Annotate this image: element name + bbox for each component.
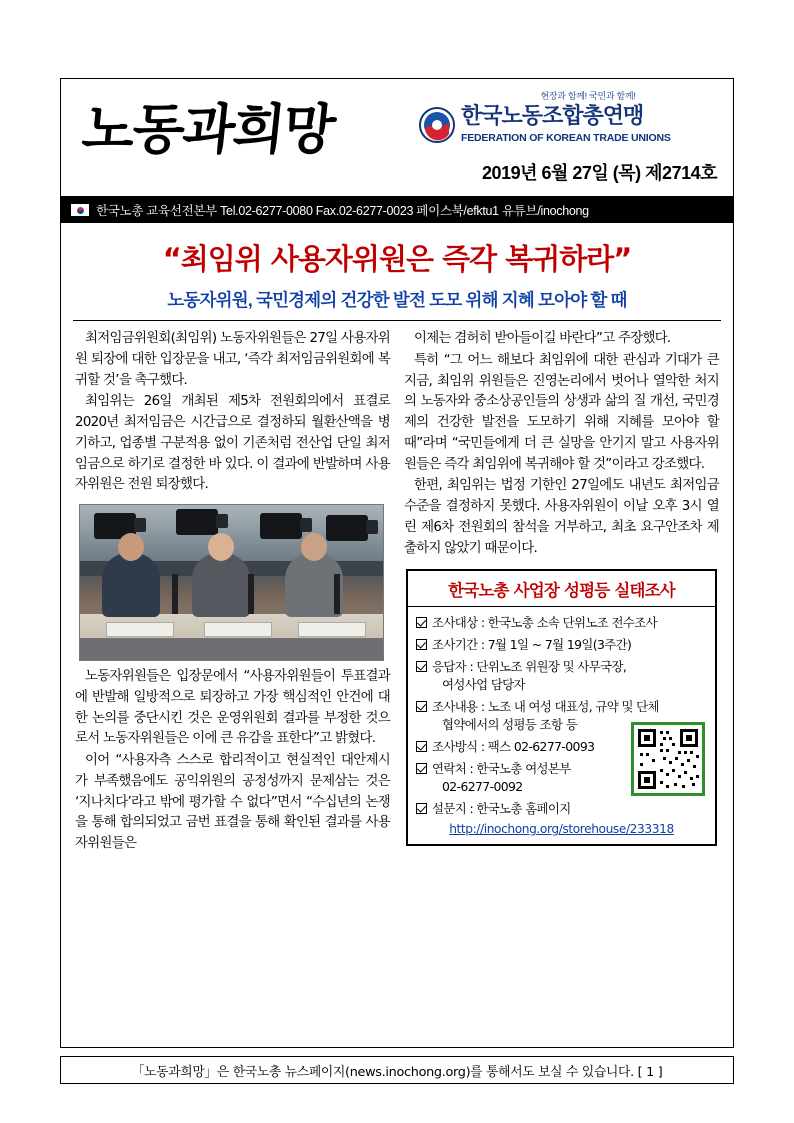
qr-code-icon: [631, 722, 705, 796]
survey-item-value: 단위노조 위원장 및 사무국장,: [476, 659, 627, 675]
fktu-name-kr: 한국노동조합총연맹: [461, 103, 644, 128]
survey-item-value: 한국노총 홈페이지: [476, 801, 571, 817]
list-item: 조사기간 : 7월 1일 ~ 7월 19일(3주간): [416, 636, 707, 654]
survey-item-list: [408, 607, 715, 818]
survey-item-value-line2: 02-6277-0092: [442, 779, 523, 795]
subheadline: 노동자위원, 국민경제의 건강한 발전 도모 위해 지혜 모아야 할 때: [73, 287, 721, 321]
checkbox-icon: [416, 661, 427, 672]
fktu-slogan: 현장과 함께! 국민과 함께!: [540, 91, 636, 101]
survey-item-value: 7월 1일 ~ 7월 19일(3주간): [487, 637, 632, 653]
paragraph: 최저임금위원회(최임위) 노동자위원들은 27일 사용자위원 퇴장에 대한 입장문을 내고, ‘즉각 최저임금위원회에 복귀할 것’을 촉구했다.: [75, 331, 390, 388]
paragraph: 최임위는 26일 개최된 제5차 전원회의에서 표결로 2020년 최저임금은 시간급으로 결정하되 월환산액을 병기하고, 업종별 구분적용 없이 기존처럼 전산업 단일 최저임금으로 하기로 결정한 바 있다. 이 결과에 반발하며 사용자위원은 전원 퇴장했다.: [75, 394, 390, 493]
headline: “최임위 사용자위원은 즉각 복귀하라”: [162, 242, 632, 276]
newsletter-sheet: [60, 78, 734, 1048]
list-item: 조사대상 : 한국노총 소속 단위노조 전수조사: [416, 614, 707, 632]
checkbox-icon: [416, 741, 427, 752]
survey-item-label: 연락처: [432, 761, 467, 777]
survey-item-value: 노조 내 여성 대표성, 규약 및 단체: [487, 699, 659, 715]
list-item: 조사방식 : 팩스 02-6277-0093: [416, 738, 707, 756]
paragraph: 이제는 겸허히 받아들이길 바란다”고 주장했다.: [414, 331, 671, 346]
contact-bar: [61, 197, 733, 223]
checkbox-icon: [416, 617, 427, 628]
korea-flag-icon: [71, 204, 89, 216]
column-left: [75, 329, 390, 856]
column-right: [404, 329, 719, 856]
survey-item-label: 조사대상: [432, 615, 478, 631]
survey-item-value-line2: 여성사업 담당자: [442, 677, 525, 693]
checkbox-icon: [416, 701, 427, 712]
list-item: 연락처 : 한국노총 여성본부 02-6277-0092: [416, 760, 707, 796]
survey-link[interactable]: http://inochong.org/storehouse/233318: [449, 822, 674, 837]
list-item: 설문지 : 한국노총 홈페이지: [416, 800, 707, 818]
survey-item-label: 응답자: [432, 659, 467, 675]
press-conference-photo: [79, 504, 384, 661]
list-item: 응답자 : 단위노조 위원장 및 사무국장, 여성사업 담당자: [416, 658, 707, 694]
fktu-logo-block: [419, 89, 719, 146]
survey-info-box: [406, 569, 717, 846]
masthead: [61, 79, 733, 197]
survey-title: 한국노총 사업장 성평등 실태조사: [408, 571, 715, 607]
issue-date-number: 2019년 6월 27일 (목) 제2714호: [482, 163, 717, 183]
survey-item-label: 설문지: [432, 801, 467, 817]
list-item: 조사내용 : 노조 내 여성 대표성, 규약 및 단체 협약에서의 성평등 조항 등: [416, 698, 707, 734]
paragraph: 이어 “사용자측 스스로 합리적이고 현실적인 대안제시가 부족했음에도 공익위원의 공정성까지 문제삼는 것은 ‘지나치다’라고 밖에 평가할 수 없다”면서 “수십년의 논쟁을 통해 합의되었고 금번 표결을 통해 확인된 결과를 사용자위원들은: [75, 753, 390, 852]
article-body: [61, 321, 733, 856]
publication-title: 노동과희망: [79, 97, 337, 161]
survey-item-label: 조사내용: [432, 699, 478, 715]
fktu-emblem-icon: [419, 107, 455, 143]
survey-item-value: 한국노총 여성본부: [476, 761, 571, 777]
paragraph: 특히 “그 어느 해보다 최임위에 대한 관심과 기대가 큰 지금, 최임위 위원들은 진영논리에서 벗어나 열악한 처지의 노동자와 중소상공인들의 상생과 삶의 질 개선, 국민경제의 건강한 발전을 도모하기 위해 지혜를 모아야 할 때”라며 “국민들에게 더 큰 실망을 안기지 말고 사용자위원들은 즉각 최임위에 복귀해야 할 것”이라고 강조했다.: [404, 352, 719, 472]
checkbox-icon: [416, 639, 427, 650]
contact-text: 한국노총 교육선전본부 Tel.02-6277-0080 Fax.02-6277-0023 페이스북/efktu1 유튜브/inochong: [96, 204, 589, 218]
checkbox-icon: [416, 803, 427, 814]
footer-text: 「노동과희망」은 한국노총 뉴스페이지(news.inochong.org)를 통해서도 보실 수 있습니다. [ 1 ]: [131, 1064, 663, 1080]
fktu-name-en: FEDERATION OF KOREAN TRADE UNIONS: [461, 132, 671, 144]
footer-bar: [60, 1056, 734, 1084]
survey-item-value: 한국노총 소속 단위노조 전수조사: [487, 615, 657, 631]
paragraph: 한편, 최임위는 법정 기한인 27일에도 내년도 최저임금 수준을 결정하지 못했다. 사용자위원이 이날 오후 3시 열린 제6차 전원회의 참석을 거부하고, 최초 요구안조차 제출하지 않았기 때문이다.: [404, 478, 719, 556]
checkbox-icon: [416, 763, 427, 774]
survey-item-label: 조사기간: [432, 637, 478, 653]
survey-item-value-line2: 협약에서의 성평등 조항 등: [442, 717, 578, 733]
paragraph: 노동자위원들은 입장문에서 “사용자위원들이 투표결과에 반발해 일방적으로 퇴장하고 가장 핵심적인 안건에 대한 논의를 중단시킨 것은 운영위원회 결과를 부정한 것으로서 노동자위원들은 이에 큰 유감을 표한다”고 밝혔다.: [75, 669, 390, 747]
survey-item-label: 조사방식: [432, 739, 478, 755]
survey-item-value: 팩스 02-6277-0093: [487, 739, 595, 755]
